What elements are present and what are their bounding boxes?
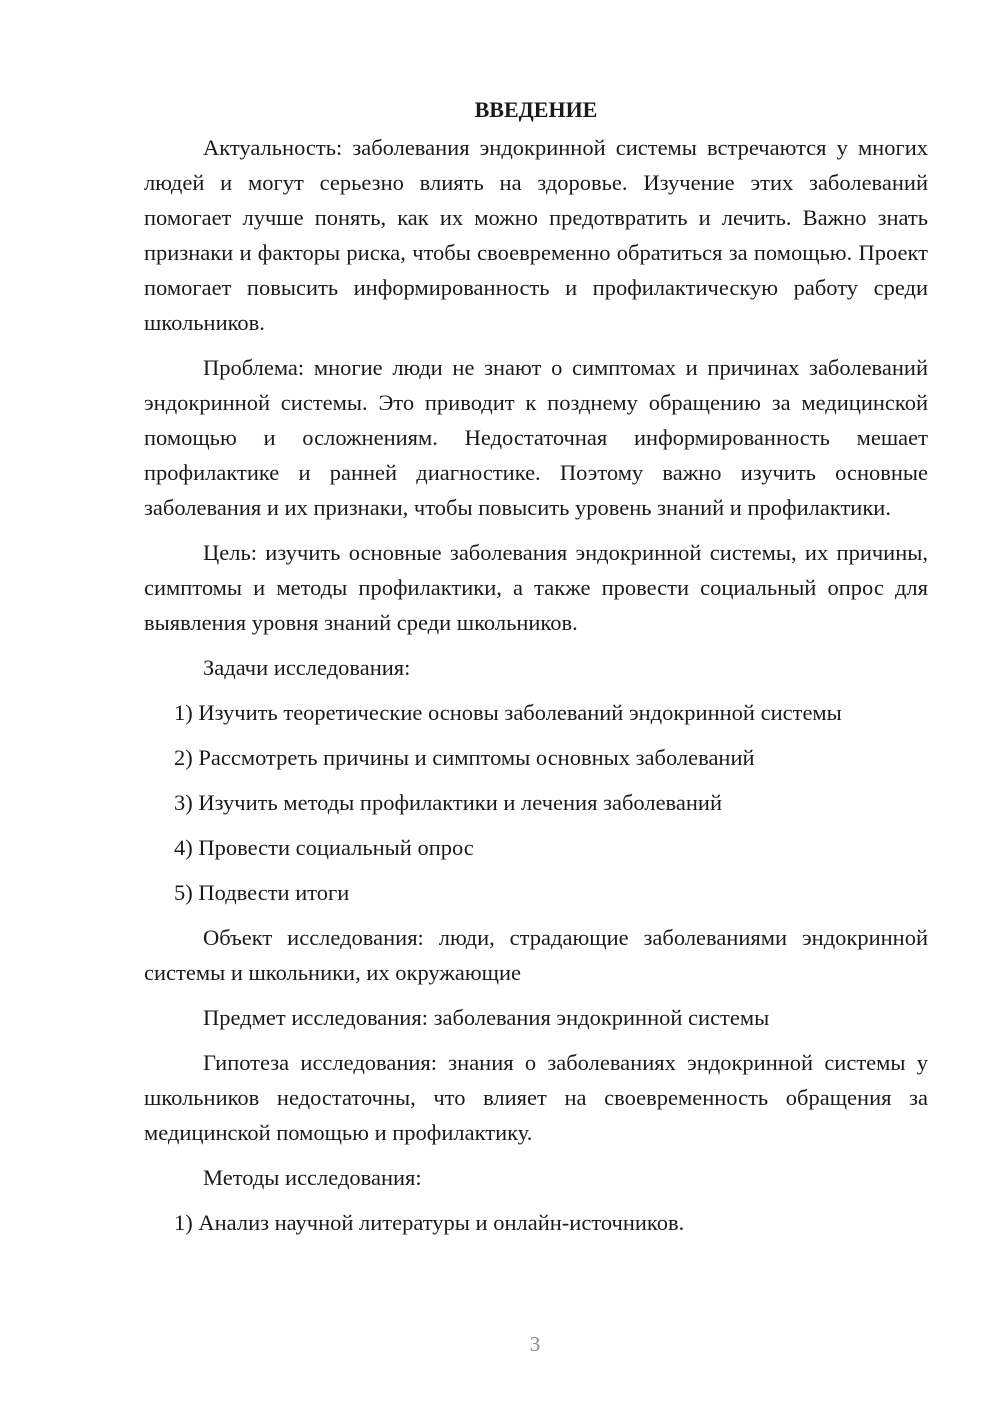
goal-paragraph: Цель: изучить основные заболевания эндокринной системы, их причины, симптомы и методы профилактики, а также провести социальный опрос для выявления уровня знаний среди школьников. [144, 540, 928, 635]
task-item: 4) Провести социальный опрос [174, 835, 474, 860]
section-title: ВВЕДЕНИЕ [474, 97, 598, 122]
relevance-paragraph: Актуальность: заболевания эндокринной системы встречаются у многих людей и могут серьезно влиять на здоровье. Изучение этих заболеваний помогает лучше понять, как их можно предотвратить и лечить. Важно знать признаки и факторы риска, чтобы своевременно обратиться за помощью. Проект помогает повысить информированность и профилактическую работу среди школьников. [144, 135, 928, 335]
tasks-heading: Задачи исследования: [203, 655, 411, 680]
task-item: 5) Подвести итоги [174, 880, 350, 905]
subject-paragraph: Предмет исследования: заболевания эндокринной системы [203, 1005, 770, 1030]
task-item: 3) Изучить методы профилактики и лечения заболеваний [174, 790, 722, 815]
problem-paragraph: Проблема: многие люди не знают о симптомах и причинах заболеваний эндокринной системы. Это приводит к позднему обращению за медицинской помощью и осложнениям. Недостаточная информированность мешает профилактике и ранней диагностике. Поэтому важно изучить основные заболевания и их признаки, чтобы повысить уровень знаний и профилактики. [144, 355, 928, 520]
document-page [144, 92, 928, 1250]
method-item: 1) Анализ научной литературы и онлайн-источников. [174, 1210, 685, 1235]
task-item: 1) Изучить теоретические основы заболеваний эндокринной системы [174, 700, 842, 725]
page-number: 3 [529, 1332, 541, 1356]
object-paragraph: Объект исследования: люди, страдающие заболеваниями эндокринной системы и школьники, их окружающие [144, 925, 928, 985]
methods-heading: Методы исследования: [203, 1165, 422, 1190]
task-item: 2) Рассмотреть причины и симптомы основных заболеваний [174, 745, 755, 770]
hypothesis-paragraph: Гипотеза исследования: знания о заболеваниях эндокринной системы у школьников недостаточны, что влияет на своевременность обращения за медицинской помощью и профилактику. [144, 1050, 928, 1145]
